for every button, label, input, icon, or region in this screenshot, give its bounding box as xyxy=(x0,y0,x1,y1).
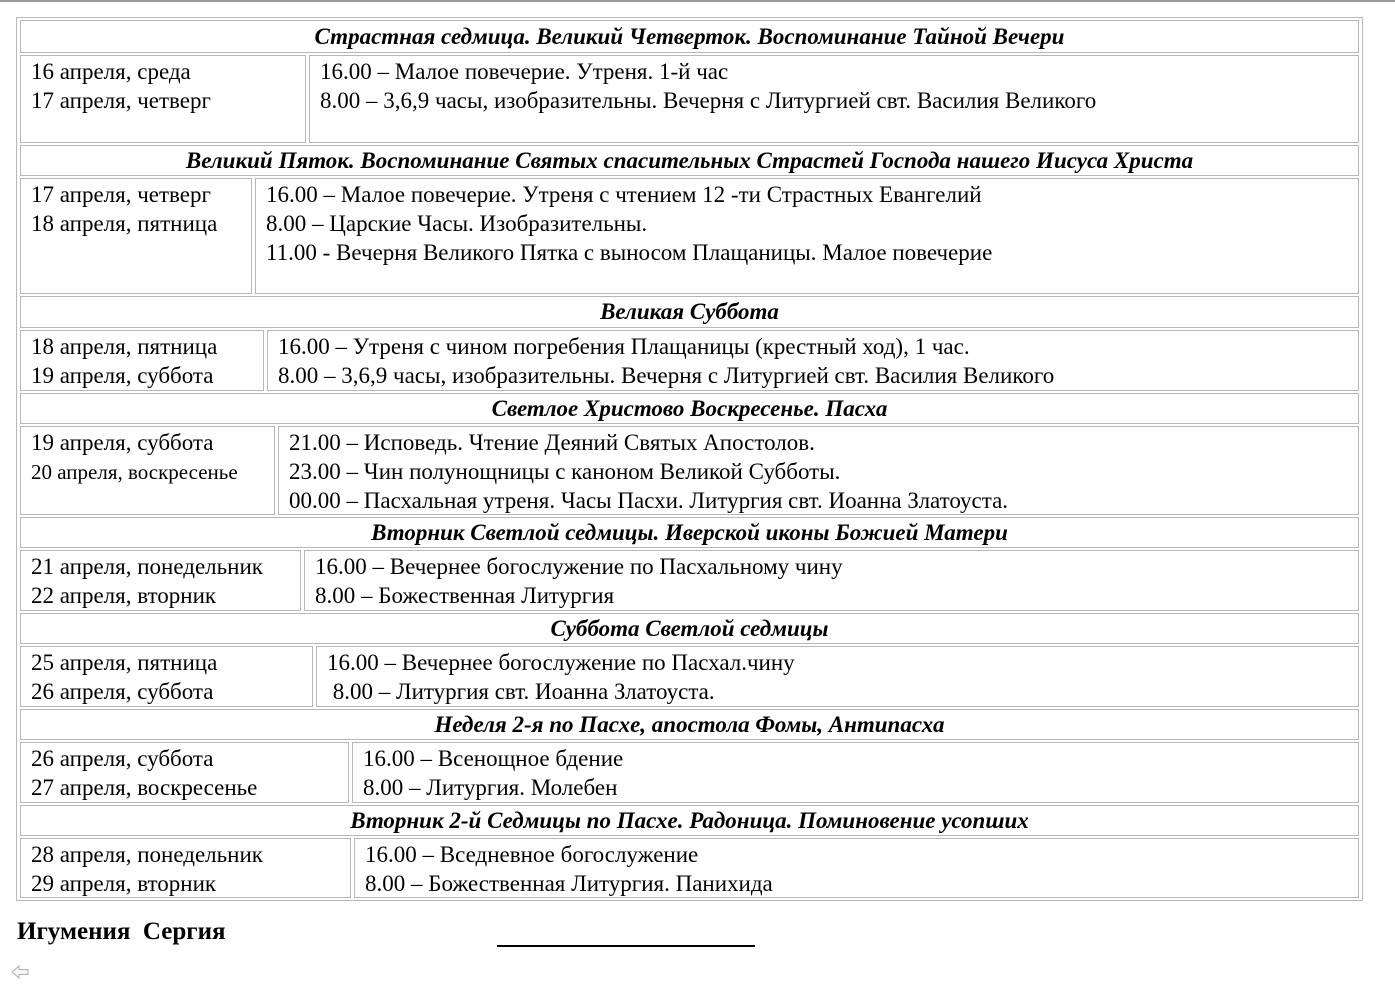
section-heading: Суббота Светлой седмицы xyxy=(20,613,1359,644)
service-text: 8.00 – Божественная Литургия. Панихида xyxy=(365,871,773,896)
service-text: 11.00 - Вечерня Великого Пятка с выносом Плащаницы. Малое повечерие xyxy=(266,240,993,265)
service-text: 8.00 – Литургия. Молебен xyxy=(363,775,618,800)
services-cell xyxy=(309,55,1359,143)
service-text: 8.00 – 3,6,9 часы, изобразительны. Вечерня с Литургией свт. Василия Великого xyxy=(320,88,1097,113)
service-text: 16.00 – Вечернее богослужение по Пасхальному чину xyxy=(315,554,843,579)
date-cell xyxy=(20,330,264,391)
service-text: 8.00 – Божественная Литургия xyxy=(315,583,615,608)
services-cell xyxy=(267,330,1359,391)
date-text: 27 апреля, воскресенье xyxy=(31,775,258,800)
service-text: 16.00 – Вечернее богослужение по Пасхал.чину xyxy=(327,650,795,675)
section-heading: Светлое Христово Воскресенье. Пасха xyxy=(20,393,1359,424)
service-text: 21.00 – Исповедь. Чтение Деяний Святых Апостолов. xyxy=(289,430,815,455)
date-cell xyxy=(20,426,275,515)
date-text: 19 апреля, суббота xyxy=(31,430,214,455)
service-text: 16.00 – Малое повечерие. Утреня с чтением 12 -ти Страстных Евангелий xyxy=(266,182,982,207)
section-heading: Вторник Светлой седмицы. Иверской иконы Божией Матери xyxy=(20,517,1359,548)
date-text: 25 апреля, пятница xyxy=(31,650,218,675)
date-text: 19 апреля, суббота xyxy=(31,363,214,388)
date-text: 18 апреля, пятница xyxy=(31,211,218,236)
date-text: 26 апреля, суббота xyxy=(31,679,214,704)
table-row xyxy=(20,55,1359,143)
date-text xyxy=(31,457,274,487)
schedule-table xyxy=(16,17,1363,901)
top-border xyxy=(0,0,1395,2)
service-text: 16.00 – Всенощное бдение xyxy=(363,746,624,771)
table-row xyxy=(20,646,1359,707)
service-text: 23.00 – Чин полунощницы с каноном Великой Субботы. xyxy=(289,459,841,484)
signature-line xyxy=(497,945,755,947)
date-cell xyxy=(20,550,301,611)
date-text: 17 апреля, четверг xyxy=(31,88,211,113)
services-cell xyxy=(278,426,1359,515)
service-text: 16.00 – Вседневное богослужение xyxy=(365,842,699,867)
table-row xyxy=(20,330,1359,391)
date-text: 22 апреля, вторник xyxy=(31,583,217,608)
date-text: 28 апреля, понедельник xyxy=(31,842,263,867)
section-heading: Великий Пяток. Воспоминание Святых спасительных Страстей Господа нашего Иисуса Христа xyxy=(20,145,1359,176)
service-text: 00.00 – Пасхальная утреня. Часы Пасхи. Литургия свт. Иоанна Златоуста. xyxy=(289,488,1009,513)
date-text: 29 апреля, вторник xyxy=(31,871,217,896)
services-cell xyxy=(352,742,1359,803)
date-text: 21 апреля, понедельник xyxy=(31,554,263,579)
section-heading: Великая Суббота xyxy=(20,296,1359,328)
service-text: 8.00 – Царские Часы. Изобразительны. xyxy=(266,211,648,236)
date-cell xyxy=(20,742,349,803)
date-cell xyxy=(20,838,351,898)
date-text-small: 20 апреля, воскресенье xyxy=(31,460,238,484)
table-row xyxy=(20,550,1359,611)
date-cell xyxy=(20,55,306,143)
signature-text: Игумения Сергия xyxy=(17,918,226,945)
table-row xyxy=(20,742,1359,803)
back-arrow-icon[interactable] xyxy=(10,963,30,981)
services-cell xyxy=(316,646,1359,707)
date-cell xyxy=(20,178,252,294)
date-text: 17 апреля, четверг xyxy=(31,182,211,207)
service-text: 16.00 – Утреня с чином погребения Плащаницы (крестный ход), 1 час. xyxy=(278,334,970,359)
table-row xyxy=(20,178,1359,294)
service-text: 8.00 – Литургия свт. Иоанна Златоуста. xyxy=(327,679,715,704)
service-text: 8.00 – 3,6,9 часы, изобразительны. Вечерня с Литургией свт. Василия Великого xyxy=(278,363,1055,388)
date-text: 18 апреля, пятница xyxy=(31,334,218,359)
section-heading: Неделя 2-я по Пасхе, апостола Фомы, Антипасха xyxy=(20,709,1359,740)
services-cell xyxy=(354,838,1359,898)
section-heading: Вторник 2-й Седмицы по Пасхе. Радоница. Поминовение усопших xyxy=(20,805,1359,836)
table-row xyxy=(20,426,1359,515)
section-heading: Страстная седмица. Великий Четверток. Воспоминание Тайной Вечери xyxy=(20,20,1359,53)
services-cell xyxy=(304,550,1359,611)
date-text: 26 апреля, суббота xyxy=(31,746,214,771)
date-text: 16 апреля, среда xyxy=(31,59,191,84)
services-cell xyxy=(255,178,1359,294)
table-row xyxy=(20,838,1359,898)
service-text: 16.00 – Малое повечерие. Утреня. 1-й час xyxy=(320,59,729,84)
date-cell xyxy=(20,646,313,707)
